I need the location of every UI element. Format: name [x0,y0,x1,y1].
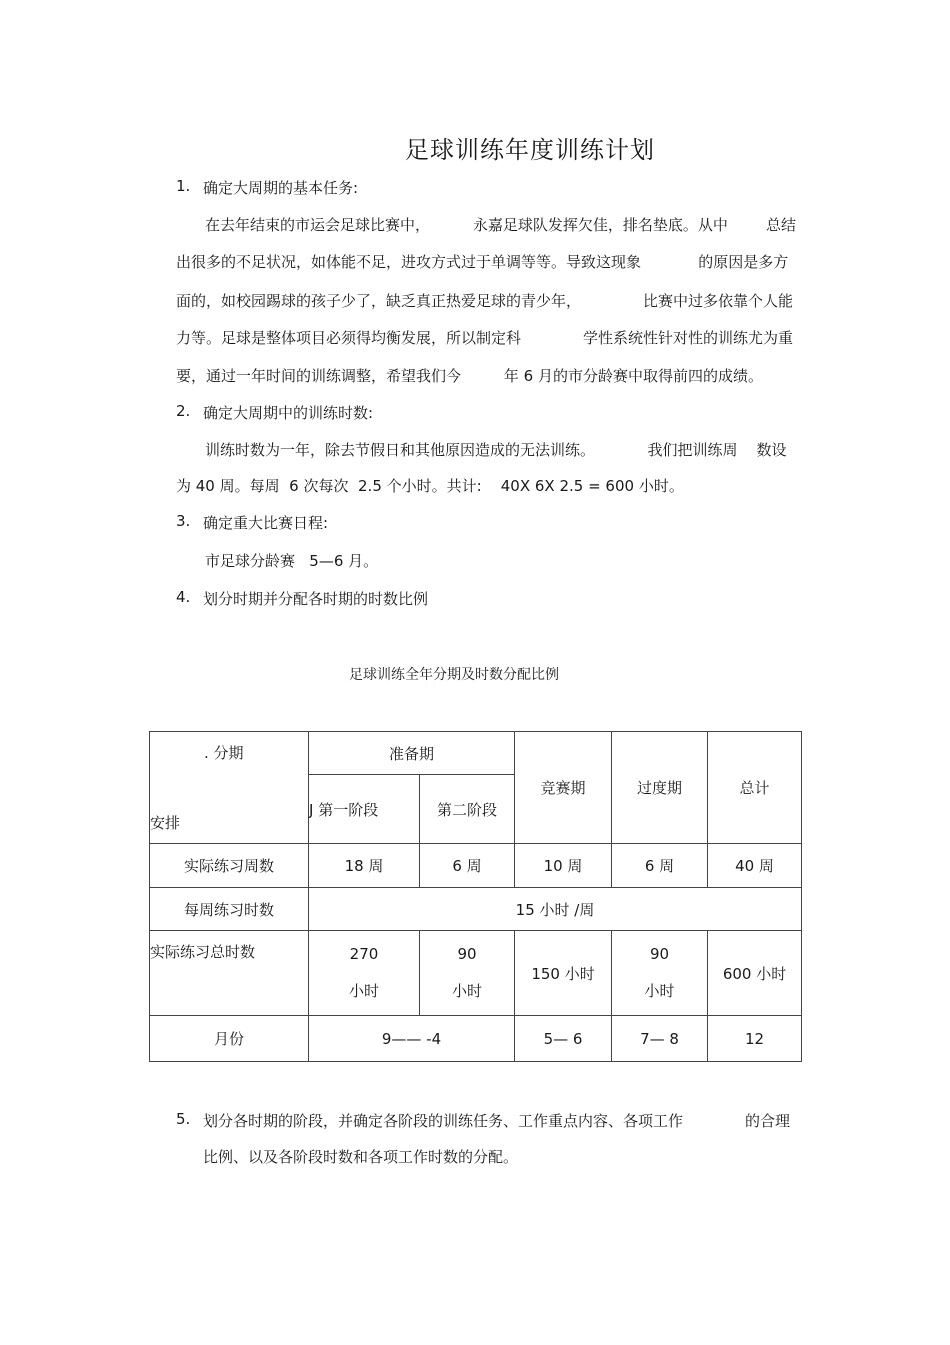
table-row-total-hours [150,931,802,1016]
document-title: 足球训练年度训练计划 [405,136,655,164]
section-5-line-2: 比例、以及各阶段时数和各项工作时数的分配。 [203,1148,519,1166]
section-3-line: 市足球分龄赛 5—6 月。 [205,552,379,570]
section-5-number: 5. [176,1110,191,1128]
cell-value: 600 小时 [708,931,802,1016]
cell-value: 40 周 [708,844,802,888]
section-5-line-1: 划分各时期的阶段，并确定各阶段的训练任务、工作重点内容、各项工作 的合理 [203,1112,790,1130]
cell-value: 6 周 [612,844,708,888]
section-1-line-4: 力等。足球是整体项目必须得均衡发展，所以制定科 学性系统性针对性的训练尤为重 [176,329,793,347]
header-competition-period: 竞赛期 [515,732,612,844]
table-corner-cell [150,732,309,844]
cell-value-number: 270 [349,945,379,963]
section-2-number: 2. [176,402,191,420]
section-2-heading: 确定大周期中的训练时数: [203,404,374,422]
section-4-heading: 划分时期并分配各时期的时数比例 [203,590,429,608]
cell-value: 6 周 [420,844,515,888]
table-row-months [150,1016,802,1062]
header-total: 总计 [708,732,802,844]
section-2-line-1: 训练时数为一年，除去节假日和其他原因造成的无法训练。 我们把训练周 数设 [205,441,787,459]
header-preparation-period: 准备期 [309,732,515,775]
cell-value [612,931,708,1016]
section-4-number: 4. [176,588,191,606]
header-transition-period: 过度期 [612,732,708,844]
section-1-heading: 确定大周期的基本任务: [203,179,359,197]
corner-header-arrangement: 安排 [150,814,181,832]
section-3-heading: 确定重大比赛日程: [203,514,329,532]
cell-value-number: 90 [649,945,670,963]
header-phase-2: 第二阶段 [420,775,515,844]
cell-value-unit: 小时 [644,982,675,1000]
cell-value [309,931,420,1016]
row-label: 实际练习总时数 [150,931,309,1016]
row-label: 月份 [150,1016,309,1062]
section-1-line-3: 面的，如校园踢球的孩子少了，缺乏真正热爱足球的青少年， 比赛中过多依靠个人能 [176,292,793,310]
section-1-line-2: 出很多的不足状况，如体能不足，进攻方式过于单调等等。导致这现象 的原因是多方 [176,253,789,271]
cell-value: 18 周 [309,844,420,888]
section-1-line-1: 在去年结束的市运会足球比赛中， 永嘉足球队发挥欠佳，排名垫底。从中 总结 [205,216,797,234]
cell-value: 150 小时 [515,931,612,1016]
cell-value: 10 周 [515,844,612,888]
row-label: 每周练习时数 [150,888,309,931]
cell-value: 15 小时 /周 [309,888,802,931]
cell-value-unit: 小时 [348,982,379,1000]
section-3-number: 3. [176,512,191,530]
cell-value: 7— 8 [612,1016,708,1062]
period-allocation-table [149,731,802,1062]
table-caption: 足球训练全年分期及时数分配比例 [349,667,559,683]
header-phase-1: J 第一阶段 [309,775,420,844]
table-row-weeks [150,844,802,888]
corner-header-period: . 分期 [204,744,244,762]
cell-value: 5— 6 [515,1016,612,1062]
table-row-weekly-hours [150,888,802,931]
section-1-number: 1. [176,177,191,195]
cell-value-unit: 小时 [452,982,483,1000]
cell-value-number: 90 [457,945,477,963]
cell-value: 12 [708,1016,802,1062]
cell-value [420,931,515,1016]
cell-value: 9—— -4 [309,1016,515,1062]
row-label: 实际练习周数 [150,844,309,888]
section-1-line-5: 要，通过一年时间的训练调整，希望我们今 年 6 月的市分龄赛中取得前四的成绩。 [176,367,763,385]
section-2-line-2: 为 40 周。每周 6 次每次 2.5 个小时。共计: 40Ⅹ 6Ⅹ 2.5 = 600 小时。 [176,477,684,495]
